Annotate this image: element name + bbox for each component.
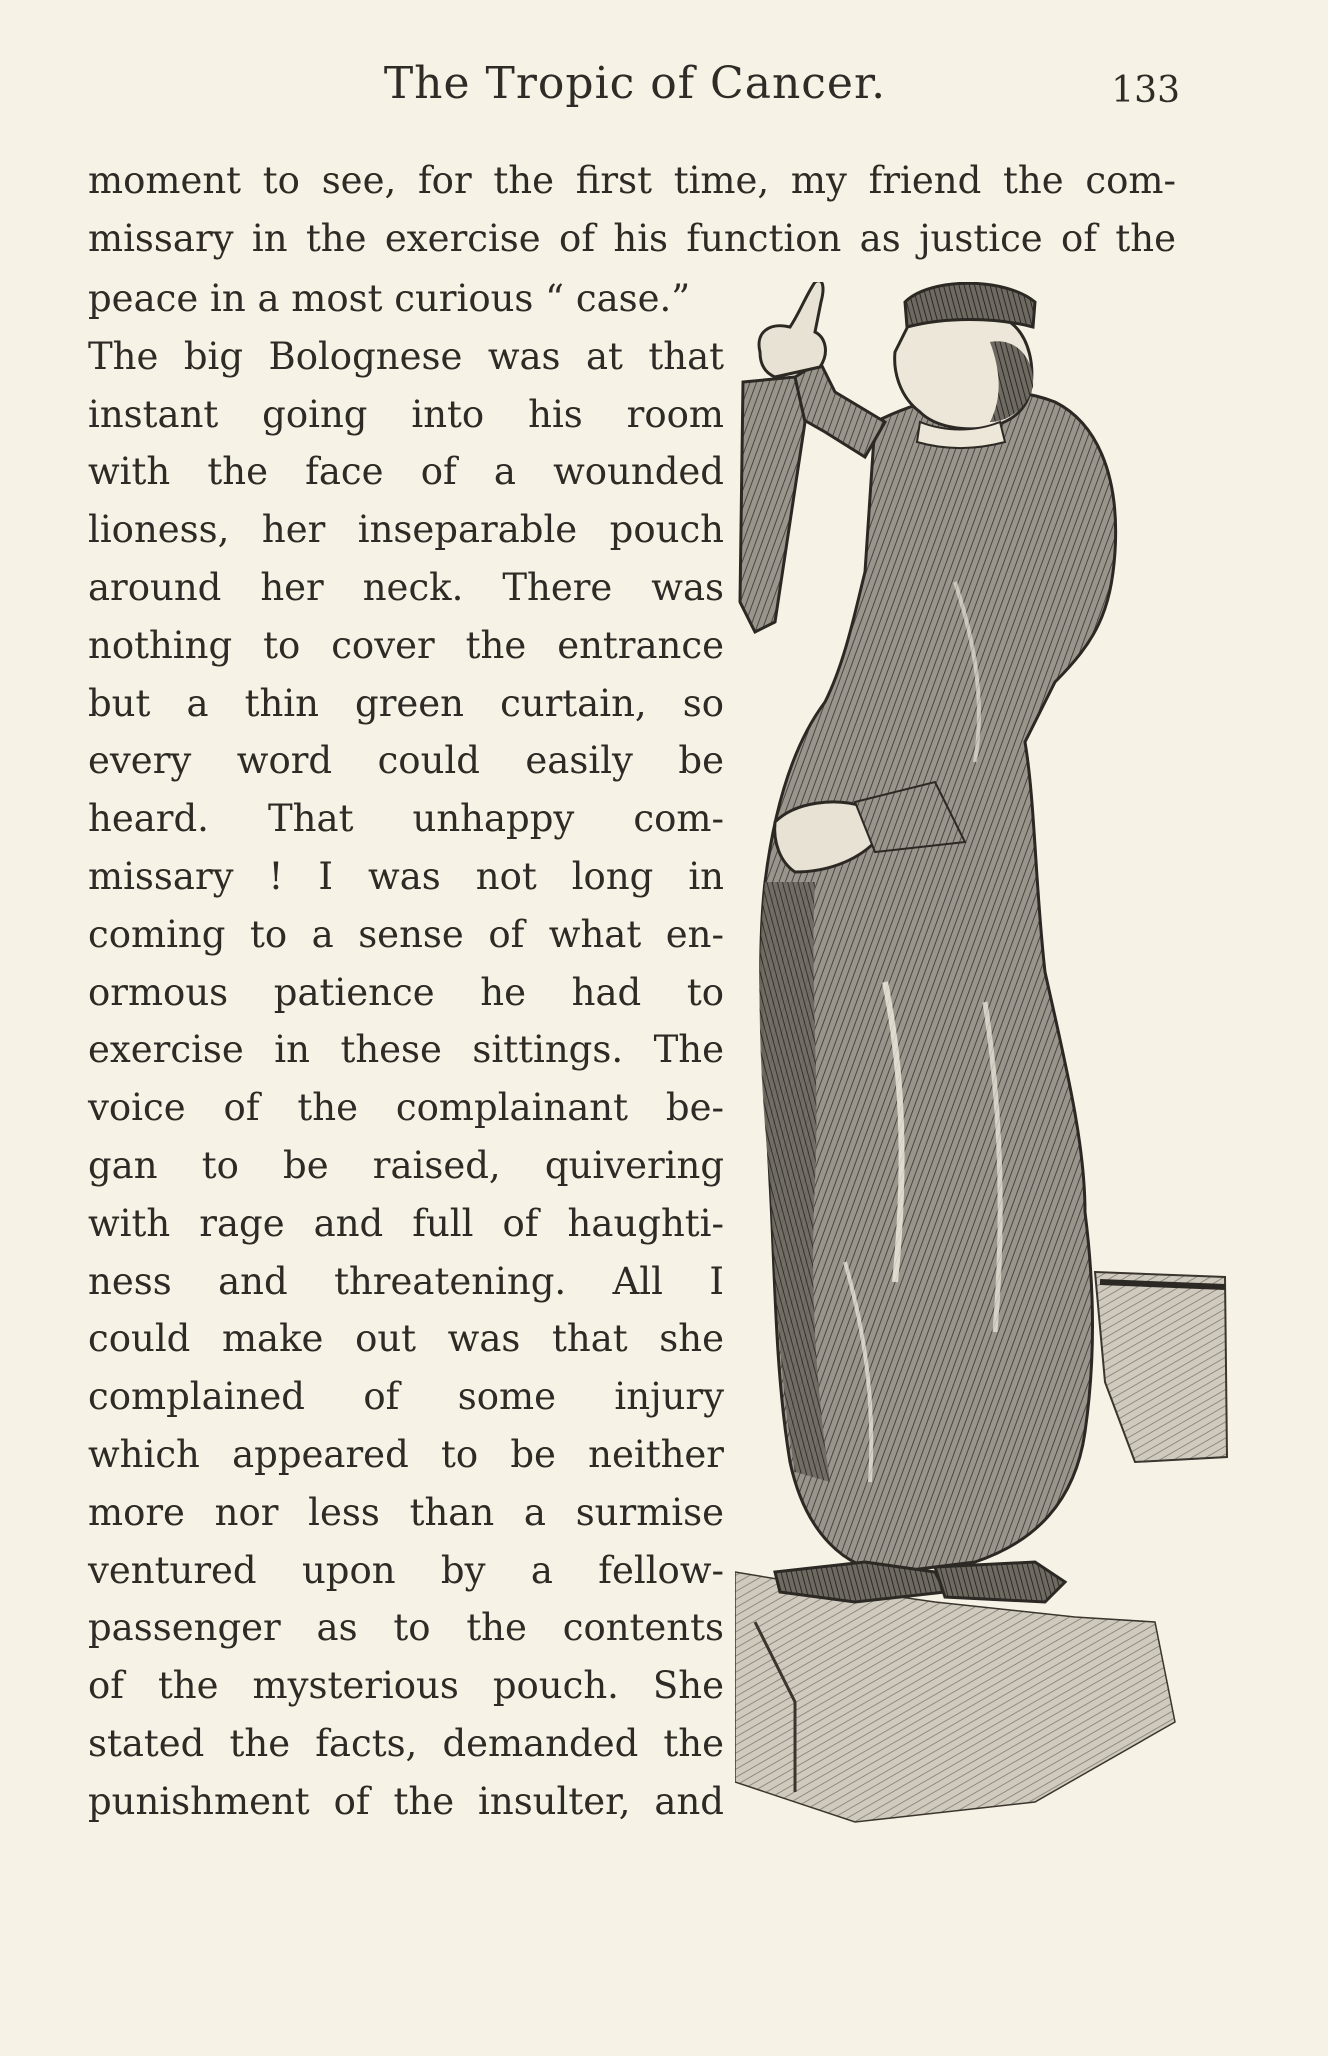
text-line: of the mysterious pouch. She (88, 1664, 724, 1708)
text-line: missary in the exercise of his function as justice of the (88, 217, 1176, 260)
text-line: nothing to cover the entrance (88, 623, 724, 667)
text-line: punishment of the insulter, and (88, 1779, 724, 1823)
text-line: instant going into his room (88, 392, 724, 436)
text-line: gan to be raised, quivering (88, 1143, 724, 1187)
text-line: passenger as to the contents (88, 1606, 724, 1650)
text-line: stated the facts, demanded the (88, 1721, 724, 1765)
text-line: but a thin green curtain, so (88, 681, 724, 725)
text-line: The big Bolognese was at that (88, 334, 724, 378)
text-line: could make out was that she (88, 1317, 724, 1361)
text-line: more nor less than a surmise (88, 1490, 724, 1534)
text-line: exercise in these sittings. The (88, 1028, 724, 1072)
text-line: coming to a sense of what en- (88, 912, 724, 956)
text-line: ormous patience he had to (88, 970, 724, 1014)
page-number: 133 (1111, 70, 1180, 111)
text-line: voice of the complainant be- (88, 1086, 724, 1130)
text-line: with the face of a wounded (88, 450, 724, 494)
text-line: ness and threatening. All I (88, 1259, 724, 1303)
text-line: heard. That unhappy com- (88, 797, 724, 841)
text-line: lioness, her inseparable pouch (88, 508, 724, 552)
body-text-column (88, 270, 724, 1831)
text-line: moment to see, for the first time, my friend the com- (88, 159, 1176, 202)
text-line: ventured upon by a fellow- (88, 1548, 724, 1592)
text-line: with rage and full of haughti- (88, 1201, 724, 1245)
text-line: every word could easily be (88, 739, 724, 783)
page-header (90, 52, 1180, 112)
engraving-standing-man-icon (735, 282, 1235, 1842)
text-line: which appeared to be neither (88, 1432, 724, 1476)
running-title: The Tropic of Cancer. (383, 58, 887, 109)
text-line: around her neck. There was (88, 565, 724, 609)
text-line: peace in a most curious “ case.” (88, 277, 691, 320)
text-line: complained of some injury (88, 1375, 724, 1419)
text-line: missary ! I was not long in (88, 854, 724, 898)
